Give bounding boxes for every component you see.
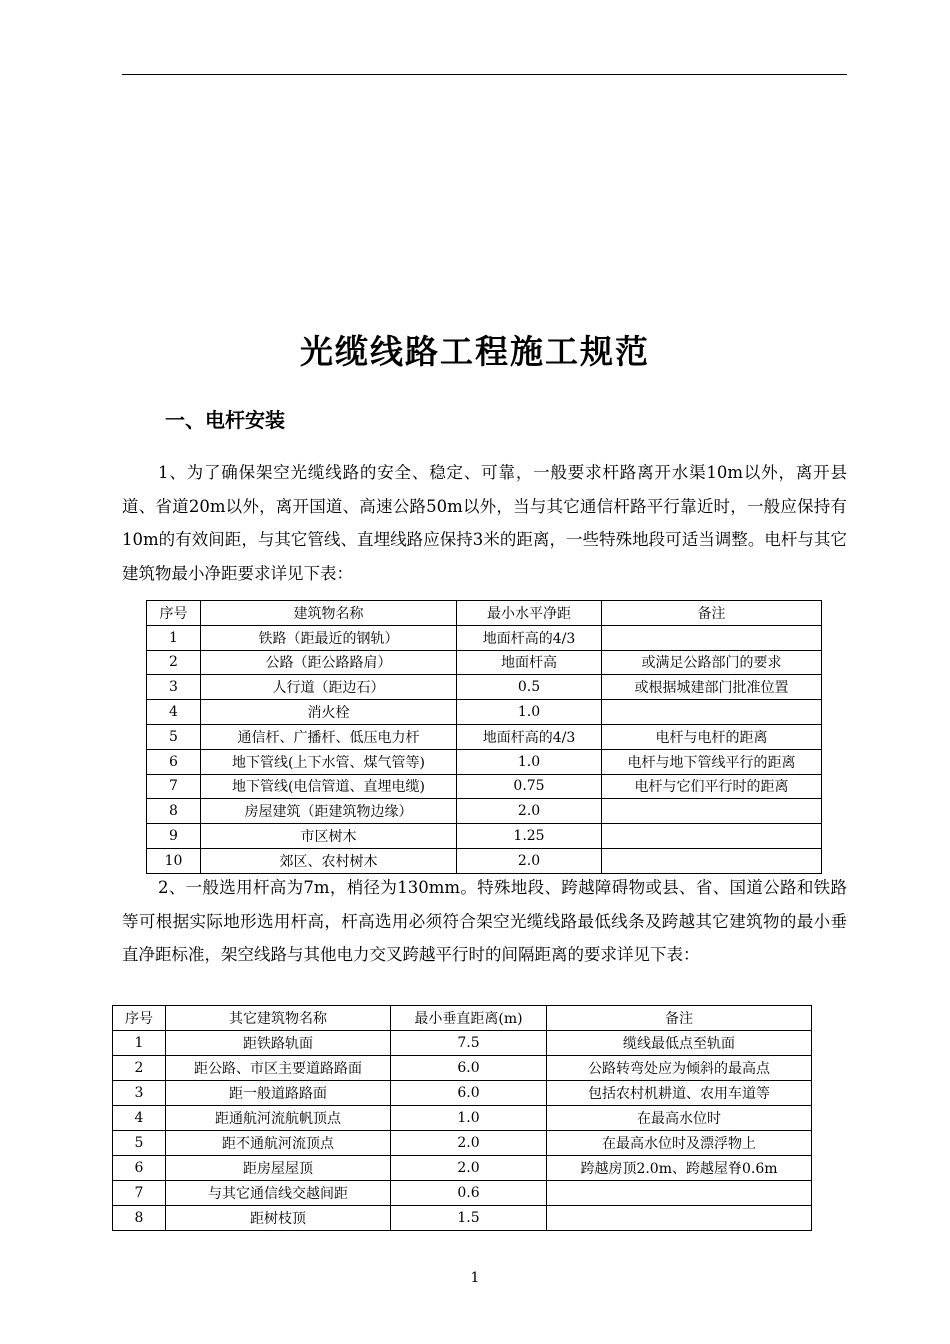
cell: 郊区、农村树木 [201,848,457,873]
table-row [113,1206,812,1231]
cell: 1 [147,625,201,650]
cell: 消火栓 [201,700,457,725]
cell: 6.0 [391,1056,547,1081]
table-header-row [113,1006,812,1031]
cell: 电杆与它们平行时的距离 [602,774,822,799]
cell: 5 [113,1131,166,1156]
cell: 公路（距公路路肩） [201,650,457,675]
cell: 7.5 [391,1031,547,1056]
header-cell: 备注 [602,601,822,626]
cell: 距铁路轨面 [166,1031,391,1056]
header-cell: 序号 [147,601,201,626]
header-cell: 最小垂直距离(m) [391,1006,547,1031]
cell [547,1181,812,1206]
cell: 7 [113,1181,166,1206]
cell: 距树枝顶 [166,1206,391,1231]
header-cell: 序号 [113,1006,166,1031]
header-cell: 其它建筑物名称 [166,1006,391,1031]
table-row [147,700,822,725]
cell: 地面杆高的4/3 [457,625,602,650]
table-row [113,1156,812,1181]
cell: 铁路（距最近的钢轨） [201,625,457,650]
table-row [147,675,822,700]
table-row [147,799,822,824]
cell: 地下管线(电信管道、直埋电缆) [201,774,457,799]
cell: 2.0 [391,1156,547,1181]
table-header-row [147,601,822,626]
table-row [147,650,822,675]
table-row [113,1031,812,1056]
cell: 通信杆、广播杆、低压电力杆 [201,724,457,749]
cell: 距不通航河流顶点 [166,1131,391,1156]
header-rule [122,74,847,75]
header-cell: 最小水平净距 [457,601,602,626]
section-heading: 一、电杆安装 [165,408,285,432]
cell: 地下管线(上下水管、煤气管等) [201,749,457,774]
table-row [113,1056,812,1081]
cell: 1.0 [391,1106,547,1131]
cell: 房屋建筑（距建筑物边缘） [201,799,457,824]
cell: 2 [147,650,201,675]
cell [602,700,822,725]
cell [602,848,822,873]
cell: 在最高水位时 [547,1106,812,1131]
cell: 距一般道路路面 [166,1081,391,1106]
table-row [147,625,822,650]
cell: 8 [147,799,201,824]
cell: 7 [147,774,201,799]
cell [602,625,822,650]
document-title: 光缆线路工程施工规范 [300,332,650,371]
cell: 5 [147,724,201,749]
cell: 4 [147,700,201,725]
cell: 2.0 [457,799,602,824]
header-cell: 备注 [547,1006,812,1031]
cell: 2.0 [391,1131,547,1156]
cell: 在最高水位时及漂浮物上 [547,1131,812,1156]
cell [602,799,822,824]
cell: 0.5 [457,675,602,700]
cell: 2.0 [457,848,602,873]
header-cell: 建筑物名称 [201,601,457,626]
cell: 6 [147,749,201,774]
cell [602,824,822,849]
cell [547,1206,812,1231]
table-row [113,1181,812,1206]
cell: 跨越房顶2.0m、跨越屋脊0.6m [547,1156,812,1181]
cell: 0.6 [391,1181,547,1206]
cell: 1.0 [457,700,602,725]
table-row [147,824,822,849]
cell: 1.25 [457,824,602,849]
page-number: 1 [470,1270,480,1286]
cell: 6.0 [391,1081,547,1106]
cell: 3 [147,675,201,700]
cell: 6 [113,1156,166,1181]
cell: 2 [113,1056,166,1081]
cell: 10 [147,848,201,873]
cell: 市区树木 [201,824,457,849]
cell: 地面杆高 [457,650,602,675]
cell: 1.5 [391,1206,547,1231]
cell: 电杆与地下管线平行的距离 [602,749,822,774]
cell: 包括农村机耕道、农用车道等 [547,1081,812,1106]
table-row [113,1081,812,1106]
cell: 地面杆高的4/3 [457,724,602,749]
cell: 8 [113,1206,166,1231]
cell: 与其它通信线交越间距 [166,1181,391,1206]
cell: 或根据城建部门批准位置 [602,675,822,700]
cell: 3 [113,1081,166,1106]
pole-clearance-table [146,600,822,874]
paragraph-1: 1、为了确保架空光缆线路的安全、稳定、可靠，一般要求杆路离开水渠10m以外，离开县道、省道20m以外，离开国道、高速公路50m以外，当与其它通信杆路平行靠近时，一般应保持有10m的有效间距，与其它管线、直埋线路应保持3米的距离，一些特殊地段可适当调整。电杆与其它建筑物最小净距要求详见下表： [122,463,847,583]
table-row [113,1106,812,1131]
cell: 人行道（距边石） [201,675,457,700]
table-row [113,1131,812,1156]
cell: 或满足公路部门的要求 [602,650,822,675]
cell: 距公路、市区主要道路路面 [166,1056,391,1081]
cell: 缆线最低点至轨面 [547,1031,812,1056]
cell: 1.0 [457,749,602,774]
cell: 距房屋屋顶 [166,1156,391,1181]
vertical-clearance-table [112,1005,812,1231]
paragraph-2: 2、一般选用杆高为7m，梢径为130mm。特殊地段、跨越障碍物或县、省、国道公路和铁路等可根据实际地形选用杆高，杆高选用必须符合架空光缆线路最低线条及跨越其它建筑物的最小垂直净距标准，架空线路与其他电力交叉跨越平行时的间隔距离的要求详见下表： [122,878,847,964]
cell: 9 [147,824,201,849]
table-row [147,774,822,799]
table-row [147,749,822,774]
cell: 4 [113,1106,166,1131]
cell: 1 [113,1031,166,1056]
table-row [147,724,822,749]
table-row [147,848,822,873]
cell: 电杆与电杆的距离 [602,724,822,749]
cell: 距通航河流航帆顶点 [166,1106,391,1131]
cell: 公路转弯处应为倾斜的最高点 [547,1056,812,1081]
cell: 0.75 [457,774,602,799]
